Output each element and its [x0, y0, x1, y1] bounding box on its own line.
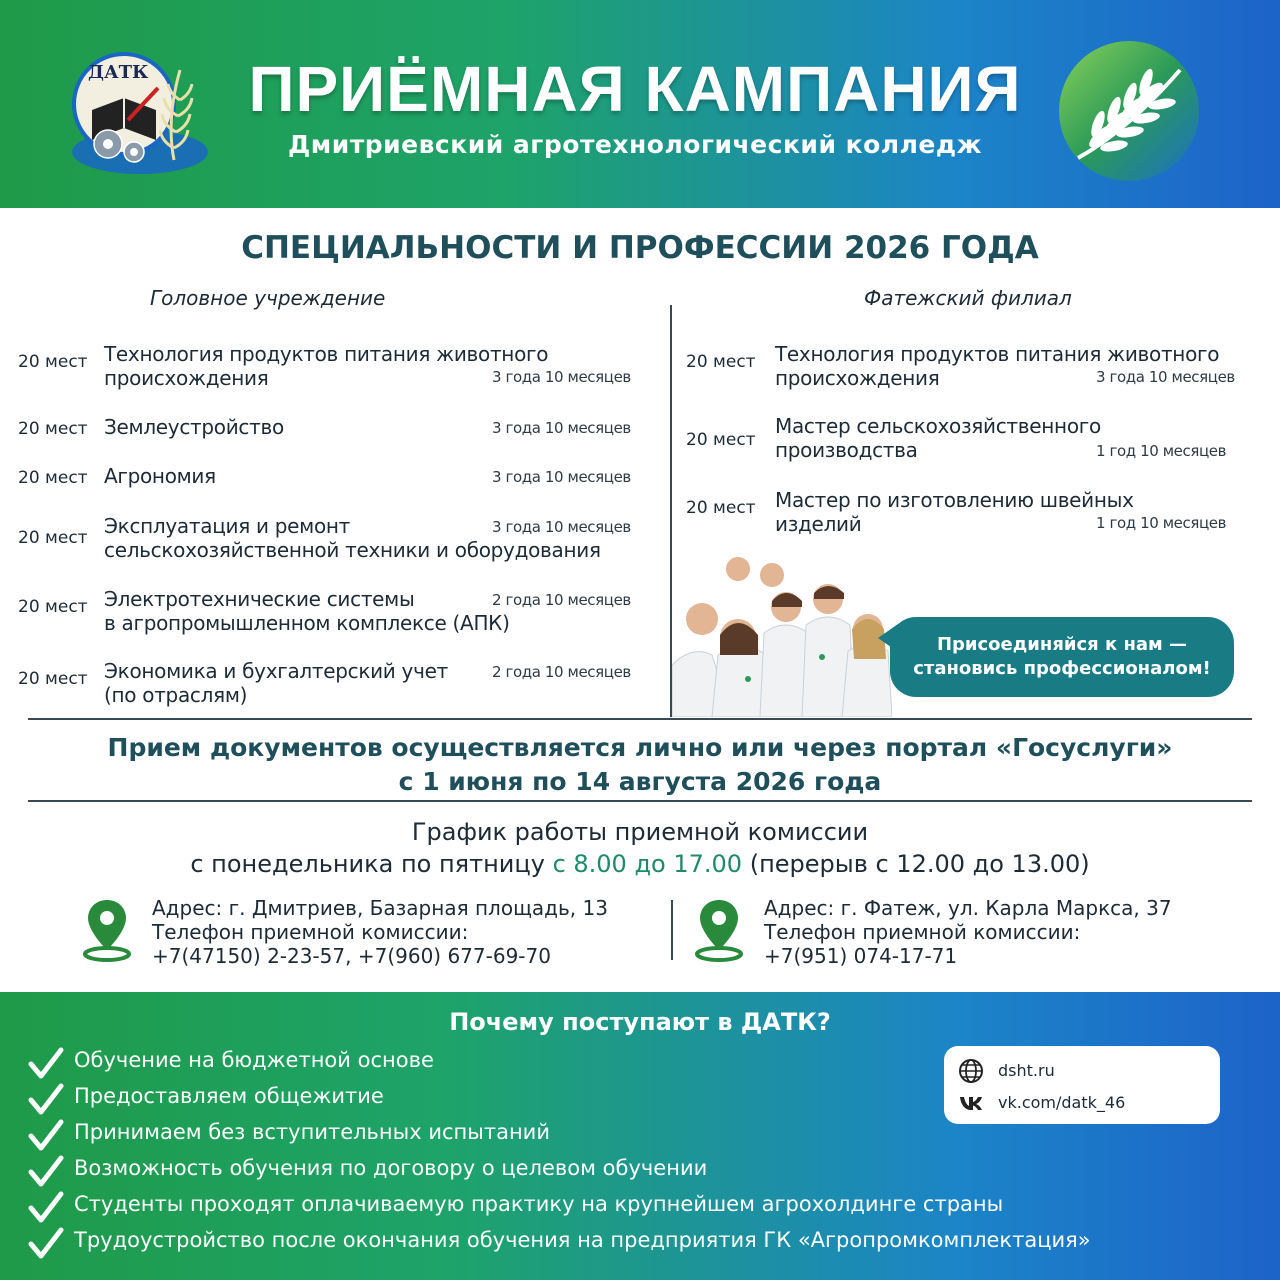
seats-count: 20 мест: [686, 352, 756, 372]
contact-fatezh: [764, 896, 1172, 968]
contacts-divider: [671, 900, 673, 960]
schedule-time: с 8.00 до 17.00: [552, 850, 743, 878]
program-name: Электротехнические системы: [104, 587, 415, 611]
phone-numbers: +7(951) 074-17-71: [764, 944, 958, 968]
phone-numbers: +7(47150) 2-23-57, +7(960) 677-69-70: [152, 944, 551, 968]
program-name-line2: (по отраслям): [104, 683, 248, 707]
reason-text: Трудоустройство после окончания обучения на предприятия ГК «Агропромкомплектация»: [74, 1228, 1091, 1252]
checkmark-icon: [28, 1082, 64, 1116]
website-text[interactable]: dsht.ru: [998, 1061, 1055, 1080]
program-name-line2: сельскохозяйственной техники и оборудования: [104, 538, 601, 562]
reason-text: Принимаем без вступительных испытаний: [74, 1120, 550, 1144]
seats-count: 20 мест: [18, 597, 88, 617]
header-banner: [0, 0, 1280, 208]
admission-dates: с 1 июня по 14 августа 2026 года: [398, 767, 882, 796]
program-item: [18, 659, 638, 711]
program-name: Мастер по изготовлению швейных: [775, 488, 1134, 512]
reason-text: Предоставляем общежитие: [74, 1084, 384, 1108]
branch-title-main: Головное учреждение: [150, 286, 386, 310]
checkmark-icon: [28, 1154, 64, 1188]
checkmark-icon: [28, 1046, 64, 1080]
program-name: Агрономия: [104, 464, 216, 488]
students-photo: [672, 555, 892, 717]
program-name-line2: изделий: [775, 512, 862, 536]
program-item: [686, 342, 1256, 394]
section-title: СПЕЦИАЛЬНОСТИ И ПРОФЕССИИ 2026 ГОДА: [241, 230, 1039, 266]
program-duration: 3 года 10 месяцев: [1096, 368, 1235, 386]
wheat-emblem-icon: [1058, 40, 1200, 182]
location-pin-icon: [694, 896, 744, 962]
program-duration: 3 года 10 месяцев: [492, 468, 631, 486]
college-logo-icon: [62, 40, 212, 180]
program-name-line2: в агропромышленном комплексе (АПК): [104, 611, 510, 635]
program-name-line2: происхождения: [104, 366, 269, 390]
program-name: Эксплуатация и ремонт: [104, 514, 351, 538]
program-duration: 2 года 10 месяцев: [492, 591, 631, 609]
admission-info: Прием документов осуществляется лично или через портал «Госуслуги»: [107, 733, 1173, 762]
seats-count: 20 мест: [18, 352, 88, 372]
divider-top: [28, 718, 1252, 720]
checkmark-icon: [28, 1226, 64, 1260]
why-title: Почему поступают в ДАТК?: [449, 1008, 831, 1036]
program-duration: 3 года 10 месяцев: [492, 368, 631, 386]
program-name: Технология продуктов питания животного: [775, 342, 1220, 366]
program-duration: 1 год 10 месяцев: [1096, 514, 1227, 532]
links-card: [944, 1046, 1220, 1124]
program-duration: 1 год 10 месяцев: [1096, 442, 1227, 460]
slogan-line1: Присоединяйся к нам —: [936, 634, 1188, 655]
program-duration: 2 года 10 месяцев: [492, 663, 631, 681]
seats-count: 20 мест: [686, 430, 756, 450]
svg-text:ДАТК: ДАТК: [88, 62, 149, 83]
vk-icon: [958, 1090, 984, 1116]
program-duration: 3 года 10 месяцев: [492, 518, 631, 536]
seats-count: 20 мест: [686, 498, 756, 518]
location-pin-icon: [82, 896, 132, 962]
globe-icon: [958, 1058, 984, 1084]
college-name: Дмитриевский агротехнологический колледж: [288, 130, 982, 159]
reason-text: Студенты проходят оплачиваемую практику на крупнейшем агрохолдинге страны: [74, 1192, 1004, 1216]
address-text: Адрес: г. Дмитриев, Базарная площадь, 13: [152, 896, 608, 920]
slogan-line2: становись профессионалом!: [913, 658, 1211, 679]
slogan-bubble: [890, 617, 1234, 697]
phone-label: Телефон приемной комиссии:: [764, 920, 1081, 944]
schedule-days: с понедельника по пятницу: [190, 850, 553, 878]
contact-main: [152, 896, 608, 968]
reason-text: Обучение на бюджетной основе: [74, 1048, 434, 1072]
checkmark-icon: [28, 1190, 64, 1224]
program-item: [18, 587, 638, 639]
program-item: [686, 488, 1256, 540]
program-item: [686, 414, 1256, 466]
program-duration: 3 года 10 месяцев: [492, 419, 631, 437]
program-name: Технология продуктов питания животного: [104, 342, 549, 366]
schedule-hours: [0, 850, 1280, 878]
phone-label: Телефон приемной комиссии:: [152, 920, 469, 944]
seats-count: 20 мест: [18, 528, 88, 548]
program-name-line2: производства: [775, 438, 918, 462]
program-item: [18, 514, 638, 566]
checkmark-icon: [28, 1118, 64, 1152]
seats-count: 20 мест: [18, 669, 88, 689]
seats-count: 20 мест: [18, 419, 88, 439]
branch-title-fatezh: Фатежский филиал: [864, 286, 1072, 310]
program-name: Мастер сельскохозяйственного: [775, 414, 1101, 438]
address-text: Адрес: г. Фатеж, ул. Карла Маркса, 37: [764, 896, 1172, 920]
seats-count: 20 мест: [18, 468, 88, 488]
program-name: Экономика и бухгалтерский учет: [104, 659, 448, 683]
vk-text[interactable]: vk.com/datk_46: [998, 1093, 1126, 1112]
reason-text: Возможность обучения по договору о целевом обучении: [74, 1156, 708, 1180]
divider-bottom: [28, 800, 1252, 802]
schedule-title: График работы приемной комиссии: [411, 818, 869, 846]
program-name: Землеустройство: [104, 415, 284, 439]
program-item: [18, 342, 638, 394]
schedule-break: (перерыв с 12.00 до 13.00): [742, 850, 1090, 878]
program-item: [18, 415, 638, 443]
page-title: ПРИЁМНАЯ КАМПАНИЯ: [248, 53, 1022, 125]
program-item: [18, 464, 638, 492]
program-name-line2: происхождения: [775, 366, 940, 390]
